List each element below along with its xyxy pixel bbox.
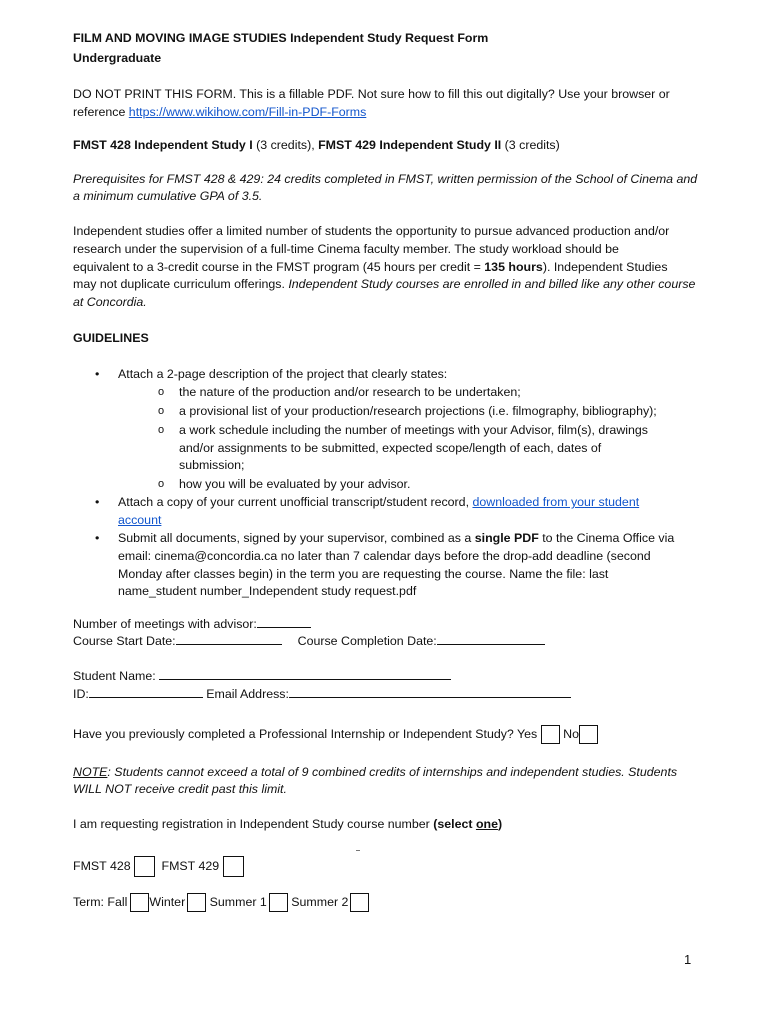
notice-line-1: DO NOT PRINT THIS FORM. This is a fillable PDF. Not sure how to fill this out digitally? Use your browser or: [73, 87, 670, 101]
student-name-label: Student Name:: [73, 669, 160, 683]
form-subtitle: Undergraduate: [73, 51, 162, 65]
id-email-row: [73, 686, 571, 703]
note-line-2: WILL NOT receive credit past this limit.: [73, 782, 287, 796]
guidelines-heading: GUIDELINES: [73, 331, 149, 345]
request-line: [73, 816, 502, 833]
term-select-row: [73, 890, 369, 914]
wikihow-link[interactable]: https://www.wikihow.com/Fill-in-PDF-Forms: [128, 105, 367, 119]
guideline-3-b: to the Cinema Office via: [538, 531, 675, 545]
previous-study-question: Have you previously completed a Professional Internship or Independent Study? Yes: [73, 727, 538, 741]
guideline-3-line-4: name_student number_Independent study request.pdf: [118, 584, 417, 598]
sub-glyph: o: [158, 386, 165, 398]
intro-line-1: Independent studies offer a limited number of students the opportunity to pursue advanced production and/or: [73, 224, 670, 238]
guideline-3-bold: single PDF: [474, 531, 539, 545]
request-text: I am requesting registration in Independent Study course number: [73, 817, 434, 831]
fmst-429-label: FMST 429: [161, 859, 220, 873]
course-428-credits: (3 credits),: [252, 138, 319, 152]
start-date-label: Course Start Date:: [73, 634, 176, 648]
meetings-field-row: [73, 616, 311, 633]
completion-date-label: Course Completion Date:: [297, 634, 437, 648]
notice-line-2: [73, 104, 366, 121]
guideline-1-sub-3-line-1: a work schedule including the number of meetings with your Advisor, film(s), drawings: [179, 423, 648, 437]
prereq-line-2: a minimum cumulative GPA of 3.5.: [73, 189, 263, 203]
course-429-name: FMST 429 Independent Study II: [318, 138, 502, 152]
email-input[interactable]: [289, 686, 571, 698]
intro-line-2: research under the supervision of a full-time Cinema faculty member. The study workload should be: [73, 242, 619, 256]
meetings-label: Number of meetings with advisor:: [73, 617, 257, 631]
summer-1-checkbox[interactable]: [269, 893, 288, 912]
completion-date-input[interactable]: [437, 633, 545, 645]
sub-glyph: o: [158, 405, 165, 417]
intro-line-4-a: may not duplicate curriculum offerings.: [73, 277, 289, 291]
id-label: ID:: [73, 687, 89, 701]
meetings-input[interactable]: [257, 616, 311, 628]
summer-2-checkbox[interactable]: [350, 893, 369, 912]
id-input[interactable]: [89, 686, 203, 698]
student-name-row: [73, 668, 451, 685]
guideline-1: Attach a 2-page description of the project that clearly states:: [118, 367, 448, 381]
yes-checkbox[interactable]: [541, 725, 560, 744]
summer-1-label: Summer 1: [209, 895, 267, 909]
guideline-2-line-1: [118, 494, 639, 511]
transcript-link[interactable]: downloaded from your student: [472, 495, 640, 509]
guideline-1-sub-1: the nature of the production and/or research to be undertaken;: [179, 385, 521, 399]
sub-glyph: o: [158, 424, 165, 436]
guideline-3-a: Submit all documents, signed by your supervisor, combined as a: [118, 531, 475, 545]
student-name-input[interactable]: [159, 668, 451, 680]
intro-hours: 135 hours: [484, 260, 543, 274]
no-label: No: [563, 727, 580, 741]
intro-line-3: [73, 259, 668, 276]
fmst-428-label: FMST 428: [73, 859, 131, 873]
start-date-input[interactable]: [176, 633, 282, 645]
form-title: FILM AND MOVING IMAGE STUDIES Independent Study Request Form: [73, 31, 489, 45]
no-checkbox[interactable]: [579, 725, 598, 744]
bullet-glyph: •: [95, 495, 100, 509]
course-credits-line: [73, 137, 560, 154]
course-428-name: FMST 428 Independent Study I: [73, 138, 253, 152]
summer-2-label: Summer 2: [291, 895, 349, 909]
bullet-glyph: •: [95, 367, 100, 381]
sub-glyph: o: [158, 478, 165, 490]
guideline-3-line-2: email: cinema@concordia.ca no later than 7 calendar days before the drop-add deadline (second: [118, 549, 651, 563]
intro-line-4-italic: Independent Study courses are enrolled in and billed like any other course: [288, 277, 696, 291]
intro-line-3-b: ). Independent Studies: [542, 260, 668, 274]
request-one: one: [475, 817, 498, 831]
notice-prefix: reference: [73, 105, 129, 119]
request-select: (select: [433, 817, 476, 831]
guideline-3-line-3: Monday after classes begin) in the term you are requesting the course. Name the file: last: [118, 567, 609, 581]
transcript-link-continued[interactable]: account: [118, 513, 162, 527]
note-text: : Students cannot exceed a total of 9 combined credits of internships and independent studies. Students: [107, 765, 678, 779]
bullet-glyph: •: [95, 531, 100, 545]
course-select-row: [73, 854, 244, 878]
winter-checkbox[interactable]: [187, 893, 206, 912]
course-429-credits: (3 credits): [501, 138, 560, 152]
guideline-1-sub-3-line-3: submission;: [179, 458, 245, 472]
guideline-2-prefix: Attach a copy of your current unofficial transcript/student record,: [118, 495, 473, 509]
intro-line-4: [73, 276, 695, 293]
prereq-line-1: Prerequisites for FMST 428 & 429: 24 credits completed in FMST, written permission of the School of Cinema and: [73, 172, 698, 186]
intro-line-5: at Concordia.: [73, 295, 147, 309]
note-label: NOTE: [73, 765, 108, 779]
page-number: 1: [684, 952, 692, 967]
fall-checkbox[interactable]: [130, 893, 149, 912]
fmst-429-checkbox[interactable]: [223, 856, 244, 877]
fmst-428-checkbox[interactable]: [134, 856, 155, 877]
previous-study-row: [73, 722, 598, 746]
guideline-1-sub-2: a provisional list of your production/research projections (i.e. filmography, bibliography);: [179, 404, 657, 418]
intro-line-3-a: equivalent to a 3-credit course in the FMST program (45 hours per credit =: [73, 260, 485, 274]
guideline-1-sub-3-line-2: and/or assignments to be submitted, expected scope/length of each, dates of: [179, 441, 602, 455]
dates-field-row: [73, 633, 545, 650]
guideline-1-sub-4: how you will be evaluated by your advisor.: [179, 477, 411, 491]
stray-mark: [356, 850, 360, 851]
guideline-2-line-2: [118, 512, 161, 529]
note-line-1: [73, 764, 677, 781]
winter-label: Winter: [149, 895, 186, 909]
fall-label: Term: Fall: [73, 895, 128, 909]
email-label: Email Address:: [202, 687, 289, 701]
guideline-3-line-1: [118, 530, 674, 547]
request-close: ): [497, 817, 503, 831]
